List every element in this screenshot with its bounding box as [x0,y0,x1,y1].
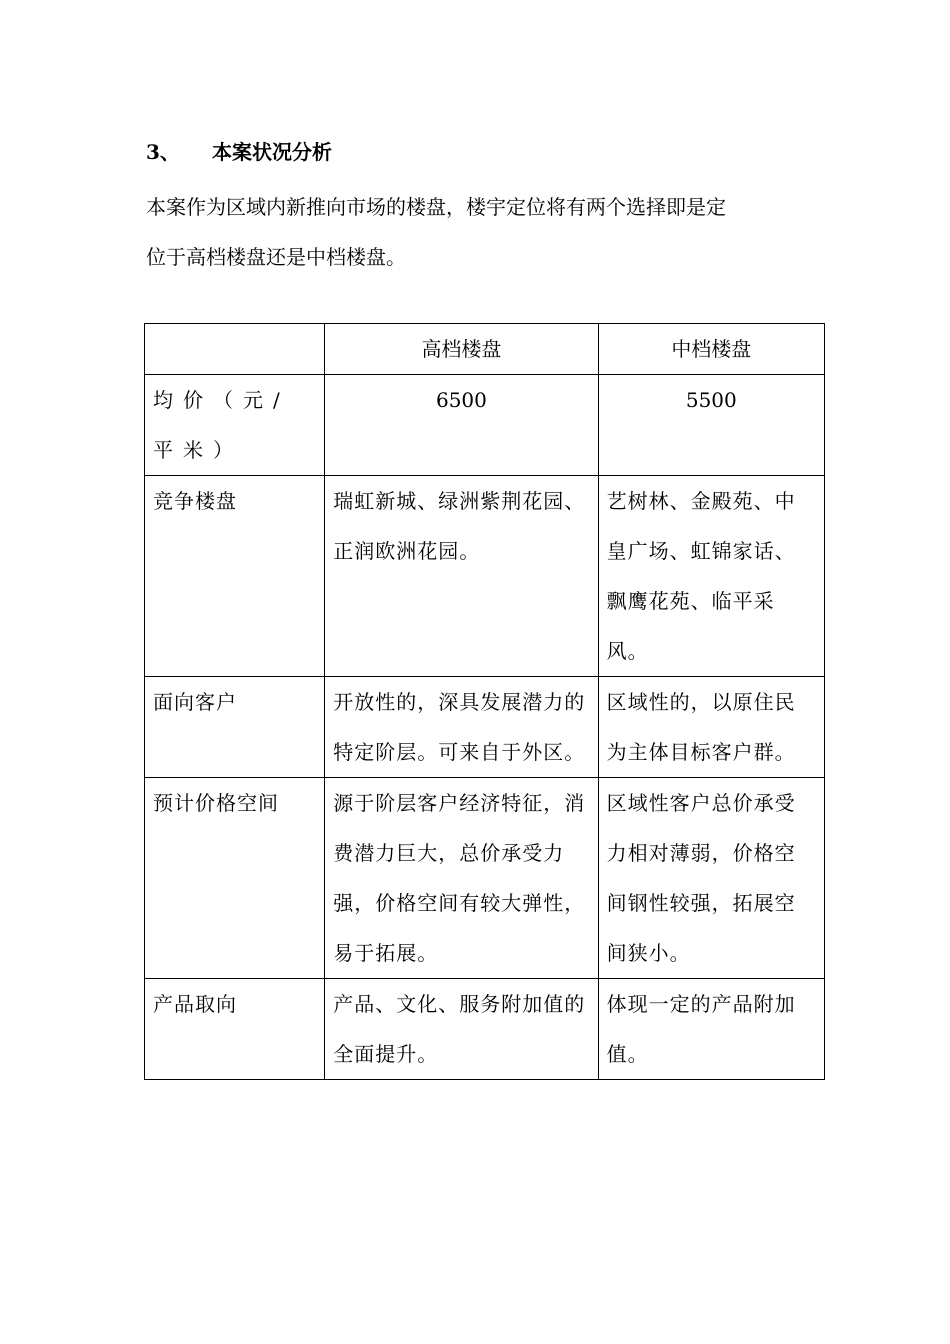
section-heading [146,138,332,166]
table-row [145,677,825,778]
table-row [145,375,825,476]
section-number: 3、 [146,140,180,164]
cell-mid-competitors: 艺树林、金殿苑、中皇广场、虹锦家话、飘鹰花苑、临平采风。 [598,476,824,677]
cell-mid-product-orientation: 体现一定的产品附加值。 [598,979,824,1080]
row-label-target-customers: 面向客户 [145,677,325,778]
cell-high-competitors: 瑞虹新城、绿洲紫荆花园、正润欧洲花园。 [325,476,598,677]
cell-mid-target-customers: 区域性的，以原住民为主体目标客户群。 [598,677,824,778]
row-label-average-price: 均价（元/平米） [145,375,325,476]
row-label-product-orientation: 产品取向 [145,979,325,1080]
intro-line-2: 位于高档楼盘还是中档楼盘。 [146,245,406,269]
cell-high-target-customers: 开放性的，深具发展潜力的特定阶层。可来自于外区。 [325,677,598,778]
cell-high-average-price: 6500 [325,375,598,476]
header-cell-high-end: 高档楼盘 [325,324,598,375]
cell-mid-average-price: 5500 [598,375,824,476]
cell-mid-price-room: 区域性客户总价承受力相对薄弱，价格空间钢性较强，拓展空间狭小。 [598,778,824,979]
header-cell-empty [145,324,325,375]
intro-line-1: 本案作为区域内新推向市场的楼盘，楼宇定位将有两个选择即是定 [146,195,726,219]
row-label-price-room: 预计价格空间 [145,778,325,979]
cell-high-product-orientation: 产品、文化、服务附加值的全面提升。 [325,979,598,1080]
positioning-comparison-table [144,323,825,1080]
header-cell-mid-range: 中档楼盘 [598,324,824,375]
row-label-competitors: 竞争楼盘 [145,476,325,677]
table-row [145,979,825,1080]
section-title: 本案状况分析 [212,140,332,164]
intro-paragraph [146,182,826,282]
table-row [145,778,825,979]
table-header-row [145,324,825,375]
cell-high-price-room: 源于阶层客户经济特征，消费潜力巨大，总价承受力强，价格空间有较大弹性，易于拓展。 [325,778,598,979]
table-row [145,476,825,677]
